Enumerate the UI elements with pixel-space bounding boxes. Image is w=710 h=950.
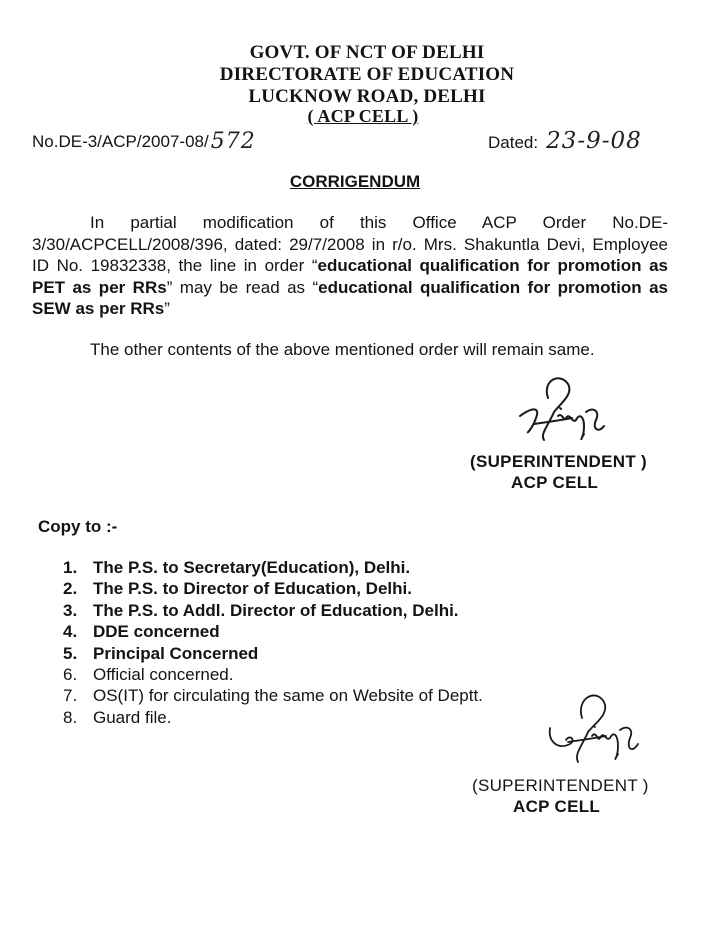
reference-date xyxy=(488,128,642,154)
list-item-text: DDE concerned xyxy=(93,622,220,642)
handwritten-date: 23-9-08 xyxy=(546,128,642,154)
list-item xyxy=(63,643,483,664)
list-item-text: OS(IT) for circulating the same on Website of Deptt. xyxy=(93,686,483,706)
list-item-text: Guard file. xyxy=(93,707,172,727)
list-item xyxy=(63,600,483,621)
body-text-e: ” xyxy=(164,299,170,318)
header-govt: GOVT. OF NCT OF DELHI xyxy=(249,42,485,63)
document-title: CORRIGENDUM xyxy=(289,172,421,191)
list-item xyxy=(63,557,483,578)
list-item-number: 1. xyxy=(63,558,78,577)
body-text-a: In partial modification of this Office ACP Order No.DE-3/30/ACPCELL/2008/396, dated: 29/7/2008 in r/o. Mrs. Shakuntla Devi, Employee ID No. 19832338, the line in order “ xyxy=(32,213,668,275)
dated-label: Dated: xyxy=(488,133,539,152)
list-item-text: Principal Concerned xyxy=(93,643,259,663)
reference-number xyxy=(32,128,256,153)
signature-1-title: (SUPERINTENDENT ) xyxy=(470,452,647,471)
body-paragraph-2: The other contents of the above mentioned order will remain same. xyxy=(90,340,595,359)
list-item xyxy=(63,621,483,642)
list-item-text: Official concerned. xyxy=(93,665,234,685)
signature-1-image xyxy=(514,372,614,454)
list-item-number: 6. xyxy=(63,665,78,685)
body-paragraph xyxy=(32,212,668,320)
body-text-c: ” may be read as “ xyxy=(166,277,319,297)
header-directorate: DIRECTORATE OF EDUCATION xyxy=(219,64,515,85)
body-quote-new: educational qualification for promotion as SEW as per RRs xyxy=(32,277,668,318)
list-item-text: The P.S. to Director of Education, Delhi. xyxy=(93,579,412,599)
list-item-number: 7. xyxy=(63,686,78,706)
list-item xyxy=(63,664,483,685)
signature-2-title: (SUPERINTENDENT ) xyxy=(472,776,649,795)
copy-to-label: Copy to :- xyxy=(38,517,118,536)
reference-number-text: No.DE-3/ACP/2007-08/ xyxy=(32,132,209,151)
list-item xyxy=(63,685,483,706)
list-item-text: The P.S. to Addl. Director of Education, Delhi. xyxy=(93,600,459,620)
copy-to-list xyxy=(63,557,483,728)
signature-2-image xyxy=(540,688,650,774)
list-item-number: 3. xyxy=(63,600,78,620)
list-item-number: 2. xyxy=(63,579,78,599)
handwritten-reference-number: 572 xyxy=(210,129,256,154)
list-item-text: The P.S. to Secretary(Education), Delhi. xyxy=(93,558,411,577)
header-cell: ( ACP CELL ) xyxy=(307,106,419,126)
list-item-number: 4. xyxy=(63,622,78,642)
list-item xyxy=(63,578,483,599)
list-item-number: 8. xyxy=(63,707,78,727)
signature-2-cell: ACP CELL xyxy=(513,797,601,816)
list-item-number: 5. xyxy=(63,643,78,663)
header-address: LUCKNOW ROAD, DELHI xyxy=(248,86,486,107)
signature-1-cell: ACP CELL xyxy=(511,473,599,492)
list-item xyxy=(63,707,483,728)
body-quote-old: educational qualification for promotion as PET as per RRs xyxy=(32,256,668,297)
